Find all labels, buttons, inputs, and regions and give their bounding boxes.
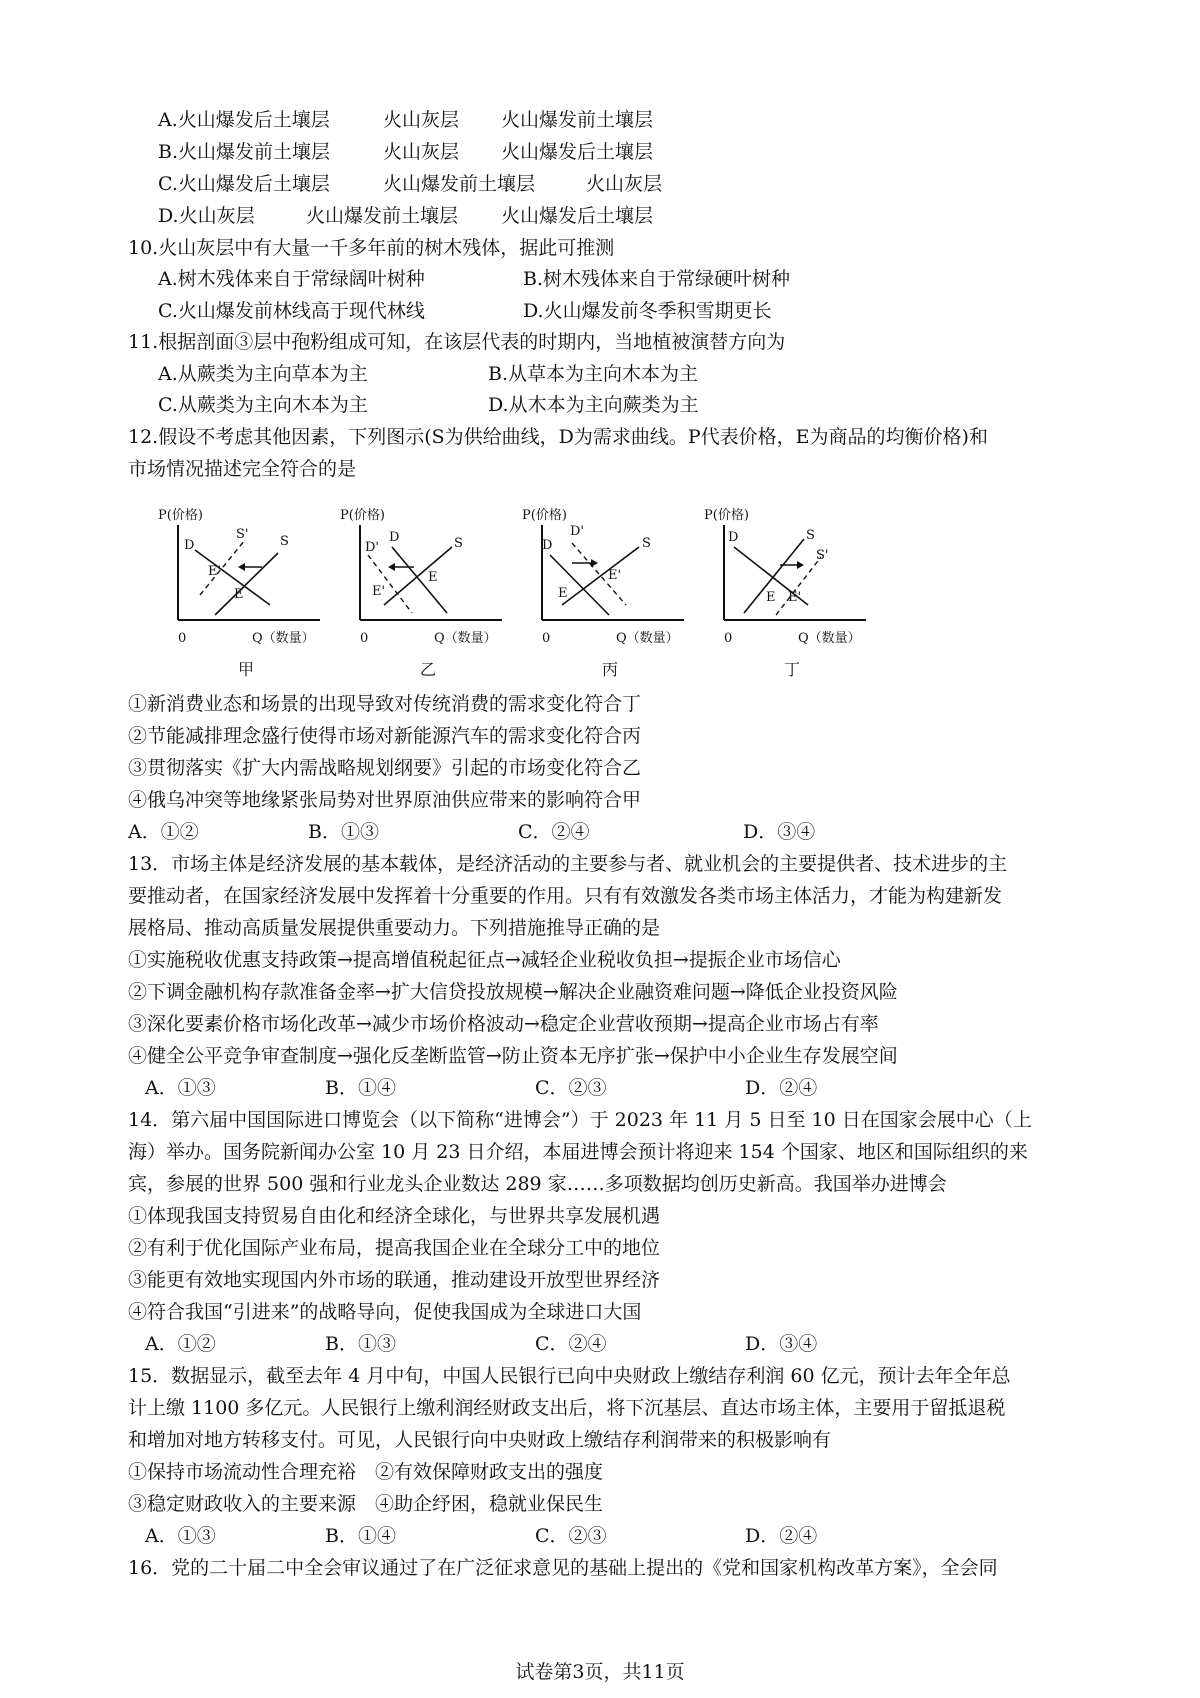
diagram-ding: [696, 505, 876, 680]
q13-option-c: C．②③: [535, 1077, 607, 1099]
svg-text:D': D': [570, 524, 584, 539]
q10-option-b: B.树木残体来自于常绿硬叶树种: [523, 268, 791, 290]
demand-curve: [392, 547, 447, 613]
svg-text:E': E': [208, 564, 222, 579]
q14-item-1: ①体现我国支持贸易自由化和经济全球化，与世界共享发展机遇: [128, 1205, 661, 1227]
q14-option-b: B．①③: [325, 1333, 396, 1355]
q11-option-b: B.从草本为主向木本为主: [488, 363, 699, 385]
q12-item-3: ③贯彻落实《扩大内需战略规划纲要》引起的市场变化符合乙: [128, 757, 642, 779]
page-footer: 试卷第3页，共11页: [515, 1661, 685, 1683]
origin-label: 0: [178, 631, 187, 646]
svg-text:S': S': [236, 527, 249, 542]
q11-stem: 11.根据剖面③层中孢粉组成可知，在该层代表的时期内，当地植被演替方向为: [128, 331, 786, 353]
supply-curve: [384, 547, 452, 605]
q15-stem-line2: 计上缴 1100 多亿元。人民银行上缴利润经财政支出后，将下沉基层、直达市场主体，主要用于留抵退税: [128, 1397, 1006, 1419]
q11-option-c: C.从蕨类为主向木本为主: [158, 394, 368, 416]
svg-text:0: 0: [724, 631, 733, 646]
q10-stem: 10.火山灰层中有大量一千多年前的树木残体，据此可推测: [128, 237, 615, 259]
svg-text:E: E: [428, 570, 438, 585]
q15-option-a: A．①③: [145, 1525, 216, 1547]
q14-stem-line3: 宾，参展的世界 500 强和行业龙头企业数达 289 家……多项数据均创历史新高。我国举办进博会: [128, 1173, 947, 1195]
svg-text:D: D: [728, 530, 739, 545]
q12-item-2: ②节能减排理念盛行使得市场对新能源汽车的需求变化符合丙: [128, 725, 642, 747]
q14-option-a: A．①②: [145, 1333, 216, 1355]
q13-item-4: ④健全公平竞争审查制度→强化反垄断监管→防止资本无序扩张→保护中小企业生存发展空间: [128, 1045, 898, 1067]
svg-text:D': D': [365, 540, 379, 555]
svg-text:S': S': [816, 548, 829, 563]
q14-option-d: D．③④: [745, 1333, 818, 1355]
svg-text:D: D: [542, 538, 553, 553]
q10-option-d: D.火山爆发前冬季积雪期更长: [523, 300, 772, 322]
diagram-caption: 甲: [238, 660, 255, 679]
diagram-yi: [332, 505, 512, 680]
q13-item-2: ②下调金融机构存款准备金率→扩大信贷投放规模→解决企业融资难问题→降低企业投资风险: [128, 981, 898, 1003]
svg-text:Q（数量）: Q（数量）: [434, 631, 497, 646]
demand-curve: [550, 555, 609, 615]
q10-option-a: A.树木残体来自于常绿阔叶树种: [158, 268, 425, 290]
q13-option-a: A．①③: [145, 1077, 216, 1099]
q15-stem-line1: 15．数据显示，截至去年 4 月中旬，中国人民银行已向中央财政上缴结存利润 60 亿元，预计去年全年总: [128, 1365, 1011, 1387]
q14-item-3: ③能更有效地实现国内外市场的联通，推动建设开放型世界经济: [128, 1269, 661, 1291]
q15-option-d: D．②④: [745, 1525, 818, 1547]
supply-curve: [562, 547, 639, 605]
diagram-jia: [150, 505, 330, 680]
svg-text:E: E: [766, 590, 776, 605]
svg-text:E': E': [788, 590, 802, 605]
svg-text:P(价格): P(价格): [704, 508, 749, 523]
q15-item-34: ③稳定财政收入的主要来源 ④助企纾困，稳就业保民生: [128, 1493, 604, 1515]
q15-option-b: B．①④: [325, 1525, 396, 1547]
exam-page: A.火山爆发后土壤层 火山灰层 火山爆发前土壤层 B.火山爆发前土壤层 火山灰层 火山爆发后土壤层 C.火山爆发后土壤层 火山爆发前土壤层 火山灰层 D.火山灰层 火山爆发前土壤层 火山爆发后土壤层 10.火山灰层中有大量一千多年前的树木残体，据此可推测 A.树木残体来自于常绿阔叶树种 B.树木残体来自于常绿硬叶树种 C.火山爆发前林线高于现代林线 D.火山爆发前冬季积雪期更长 11.根据剖面③层中孢粉组成可知，在该层代表的时期内，当地植被演替方向为 A.从蕨类为主向草本为主 B.从草本为主向木本为主 C.从蕨类为主向木本为主 D.从木本为主向蕨类为主 12.假设不考虑其他因素，下列图示(S为供给曲线，D为需求曲线。P代表价格，E为商品的均衡价格)和 市场情况描述完全符合的是 P(价格) 0 Q（数量） D S' S E' E 甲 P(价格) 0 Q（数量） D' D S E E' 乙 P(价格) 0 Q（数量） D D' S E' E 丙 P(价格) 0 Q（数量） D S S' E E' 丁 ①新消费业态和场景的出现导致对传统消费的需求变化符合丁 ②节能减排理念盛行使得市场对新能源汽车的需求变化符合丙 ③贯彻落实《扩大内需战略规划纲要》引起的市场变化符合乙 ④俄乌冲突等地缘紧张局势对世界原油供应带来的影响符合甲 A．①② B．①③ C．②④ D．③④ 13．市场主体是经济发展的基本载体，是经济活动的主要参与者、就业机会的主要提供者、技术进步的主 要推动者，在国家经济发展中发挥着十分重要的作用。只有有效激发各类市场主体活力，才能为构建新发 展格局、推动高质量发展提供重要动力。下列措施推导正确的是 ①实施税收优惠支持政策→提高增值税起征点→减轻企业税收负担→提振企业市场信心 ②下调金融机构存款准备金率→扩大信贷投放规模→解决企业融资难问题→降低企业投资风险 ③深化要素价格市场化改革→减少市场价格波动→稳定企业营收预期→提高企业市场占有率 ④健全公平竞争审查制度→强化反垄断监管→防止资本无序扩张→保护中小企业生存发展空间 A．①③ B．①④ C．②③ D．②④ 14．第六届中国国际进口博览会（以下简称“进博会”）于 2023 年 11 月 5 日至 10 日在国家会展中心（上 海）举办。国务院新闻办公室 10 月 23 日介绍，本届进博会预计将迎来 154 个国家、地区和国际组织的来 宾，参展的世界 500 强和行业龙头企业数达 289 家……多项数据均创历史新高。我国举办进博会 ①体现我国支持贸易自由化和经济全球化，与世界共享发展机遇 ②有利于优化国际产业布局，提高我国企业在全球分工中的地位 ③能更有效地实现国内外市场的联通，推动建设开放型世界经济 ④符合我国“引进来”的战略导向，促使我国成为全球进口大国 A．①② B．①③ C．②④ D．③④ 15．数据显示，截至去年 4 月中旬，中国人民银行已向中央财政上缴结存利润 60 亿元，预计去年全年总 计上缴 1100 多亿元。人民银行上缴利润经财政支出后，将下沉基层、直达市场主体，主要用于留抵退税 和增加对地方转移支付。可见，人民银行向中央财政上缴结存利润带来的积极影响有 ①保持市场流动性合理充裕 ②有效保障财政支出的强度 ③稳定财政收入的主要来源 ④助企纾困，稳就业保民生 A．①③ B．①④ C．②③ D．②④ 16．党的二十届二中全会审议通过了在广泛征求意见的基础上提出的《党和国家机构改革方案》，全会同 试卷第3页，共11页: [0, 0, 1200, 1698]
q15-stem-line3: 和增加对地方转移支付。可见，人民银行向中央财政上缴结存利润带来的积极影响有: [128, 1429, 832, 1451]
q14-option-c: C．②④: [535, 1333, 607, 1355]
diagram-caption: 丁: [784, 660, 801, 679]
q11-option-a: A.从蕨类为主向草本为主: [158, 363, 368, 385]
q12-item-4: ④俄乌冲突等地缘紧张局势对世界原油供应带来的影响符合甲: [128, 789, 642, 811]
svg-text:D: D: [184, 538, 195, 553]
svg-text:S: S: [642, 536, 651, 551]
q11-option-d: D.从木本为主向蕨类为主: [488, 394, 699, 416]
q12-option-c: C．②④: [518, 821, 590, 843]
svg-text:S: S: [806, 528, 815, 543]
q13-option-b: B．①④: [325, 1077, 396, 1099]
diagram-caption: 乙: [420, 660, 437, 679]
q14-stem-line2: 海）举办。国务院新闻办公室 10 月 23 日介绍，本届进博会预计将迎来 154 个国家、地区和国际组织的来: [128, 1141, 1028, 1163]
q13-stem-line2: 要推动者，在国家经济发展中发挥着十分重要的作用。只有有效激发各类市场主体活力，才能为构建新发: [128, 885, 1003, 907]
q16-stem-line1: 16．党的二十届二中全会审议通过了在广泛征求意见的基础上提出的《党和国家机构改革方案》，全会同: [128, 1557, 998, 1579]
q13-item-1: ①实施税收优惠支持政策→提高增值税起征点→减轻企业税收负担→提振企业市场信心: [128, 949, 841, 971]
svg-text:0: 0: [542, 631, 551, 646]
diagram-bing: [514, 505, 694, 680]
svg-text:E: E: [558, 586, 568, 601]
q13-option-d: D．②④: [745, 1077, 818, 1099]
svg-text:P(价格): P(价格): [522, 508, 567, 523]
q15-option-c: C．②③: [535, 1525, 607, 1547]
q14-item-4: ④符合我国“引进来”的战略导向，促使我国成为全球进口大国: [128, 1301, 642, 1323]
q10-option-c: C.火山爆发前林线高于现代林线: [158, 300, 425, 322]
p-axis-label: P(价格): [158, 508, 203, 523]
q12-option-d: D．③④: [743, 821, 816, 843]
svg-text:D: D: [389, 530, 400, 545]
svg-text:E: E: [234, 587, 244, 602]
q13-stem-line1: 13．市场主体是经济发展的基本载体，是经济活动的主要参与者、就业机会的主要提供者、技术进步的主: [128, 853, 1008, 875]
q12-item-1: ①新消费业态和场景的出现导致对传统消费的需求变化符合丁: [128, 693, 642, 715]
q12-stem-line2: 市场情况描述完全符合的是: [128, 458, 357, 480]
svg-text:0: 0: [360, 631, 369, 646]
svg-text:E': E': [372, 584, 386, 599]
q13-item-3: ③深化要素价格市场化改革→减少市场价格波动→稳定企业营收预期→提高企业市场占有率: [128, 1013, 879, 1035]
q14-item-2: ②有利于优化国际产业布局，提高我国企业在全球分工中的地位: [128, 1237, 661, 1259]
svg-text:S: S: [280, 534, 289, 549]
supply-demand-diagrams: [150, 505, 870, 680]
q13-stem-line3: 展格局、推动高质量发展提供重要动力。下列措施推导正确的是: [128, 917, 661, 939]
svg-text:E': E': [608, 568, 622, 583]
q-axis-label: Q（数量）: [252, 631, 315, 646]
supply-curve: [215, 553, 278, 615]
svg-text:S: S: [454, 536, 463, 551]
svg-text:P(价格): P(价格): [340, 508, 385, 523]
q12-stem-line1: 12.假设不考虑其他因素，下列图示(S为供给曲线，D为需求曲线。P代表价格，E为商品的均衡价格)和: [128, 426, 988, 448]
q15-item-12: ①保持市场流动性合理充裕 ②有效保障财政支出的强度: [128, 1461, 604, 1483]
q14-stem-line1: 14．第六届中国国际进口博览会（以下简称“进博会”）于 2023 年 11 月 5 日至 10 日在国家会展中心（上: [128, 1109, 1032, 1131]
q12-option-b: B．①③: [308, 821, 379, 843]
q12-option-a: A．①②: [128, 821, 199, 843]
svg-text:Q（数量）: Q（数量）: [616, 631, 679, 646]
svg-text:Q（数量）: Q（数量）: [798, 631, 861, 646]
diagram-caption: 丙: [602, 660, 619, 679]
